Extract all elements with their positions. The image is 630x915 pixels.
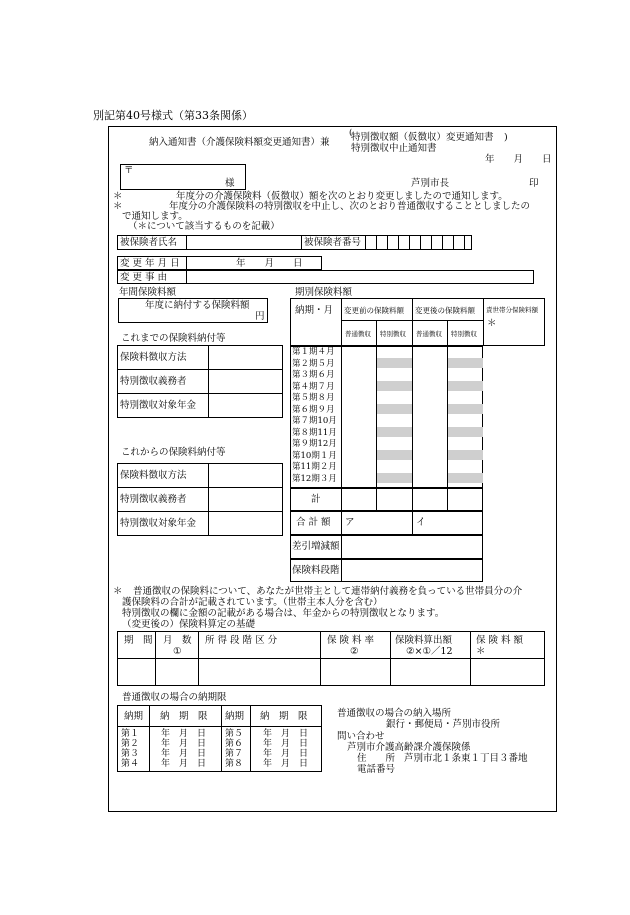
- month-label: 第７期10月: [292, 416, 337, 426]
- basis-heading: （変更後の）保険料算定の基礎: [122, 619, 256, 630]
- month-label: 第１期４月: [292, 347, 335, 357]
- month-label: 第11期２月: [292, 462, 337, 472]
- month-label: 第２期５月: [292, 358, 335, 369]
- deadline-date: 年 月 日: [263, 759, 309, 769]
- household-asterisk: ＊: [487, 318, 497, 329]
- month-label: 第９期12月: [292, 439, 337, 449]
- col-before: 変更前の保険料額: [344, 306, 404, 315]
- deadline-term: 第４: [121, 759, 140, 769]
- month-label: 第８期11月: [292, 427, 337, 438]
- footnote-line-1: 普通徴収の保険料について、あなたが世帯主として連帯納付義務を負っている世帯員分の介: [133, 586, 523, 597]
- deadline-date: 年 月 日: [161, 739, 207, 749]
- deadline-terms-right: [225, 729, 243, 769]
- annual-unit: 円: [255, 311, 265, 322]
- past-row-label: 特別徴収対象年金: [118, 394, 209, 418]
- future-row-label: 特別徴収対象年金: [118, 512, 209, 536]
- notice-line-4: （＊について該当するものを記載）: [128, 221, 280, 232]
- month-label: 第10期１月: [292, 450, 337, 461]
- sub-special: 特別徴収: [380, 330, 406, 338]
- contact-dept: 芦別市介護高齢課介護保険係: [347, 742, 471, 753]
- deadline-col-date: 納 期 限: [160, 711, 208, 722]
- basis-col: 保険料算出額: [395, 635, 453, 646]
- shade-cell: [377, 450, 412, 460]
- past-row-label: 特別徴収義務者: [118, 370, 209, 394]
- shade-cell: [377, 381, 412, 391]
- shade-cell: [448, 473, 483, 483]
- change-date-label: 変 更 年 月 日: [120, 258, 180, 269]
- deadline-col-term: 納期: [124, 711, 144, 722]
- form-title: 納入通知書（介護保険料額変更通知書）兼: [149, 137, 330, 148]
- insured-number-cells: [365, 235, 472, 250]
- col-period: 納期・月: [295, 305, 334, 316]
- future-row-label: 保険料徴収方法: [118, 464, 209, 488]
- insured-number-label: 被保険者番号: [304, 237, 362, 248]
- change-date-value: 年 月 日: [236, 258, 303, 269]
- deadline-term: 第３: [121, 749, 140, 759]
- shade-cell: [448, 404, 483, 414]
- contact-addr: 芦別市北１条東１丁目３番地: [404, 753, 528, 764]
- basis-col: 月 数: [163, 635, 192, 646]
- total-label: 計: [311, 494, 321, 505]
- col-household: 責世帯分保険料額: [486, 306, 538, 314]
- basis-col: 保 険 料 額: [476, 635, 524, 646]
- deadline-term: 第８: [225, 759, 244, 769]
- title-option-2: 特別徴収中止通知書: [351, 143, 437, 154]
- future-table: [117, 463, 283, 536]
- past-heading: これまでの保険料納付等: [121, 333, 226, 344]
- month-label: 第４期７月: [292, 381, 335, 392]
- asterisk: ＊: [113, 191, 123, 202]
- deadline-term: 第６: [225, 739, 244, 749]
- basis-sub: ＊: [476, 646, 486, 657]
- deadline-term: 第１: [121, 729, 140, 739]
- change-reason-label: 変 更 事 由: [120, 272, 168, 283]
- stage-label: 保険料段階: [292, 565, 340, 576]
- basis-col: 所 得 段 階 区 分: [205, 635, 278, 646]
- deadline-dates-left: [161, 729, 206, 769]
- deadline-term: 第５: [225, 729, 244, 739]
- deadline-date: 年 月 日: [161, 729, 207, 739]
- deadline-date: 年 月 日: [263, 749, 309, 759]
- contact-addr-label: 住 所: [357, 753, 396, 764]
- issuer-name: 芦別市長: [411, 178, 450, 189]
- title-option-1: 特別徴収額（仮徴収）変更通知書: [351, 132, 494, 143]
- past-table: [117, 345, 283, 418]
- deadline-terms-left: [121, 729, 139, 769]
- shade-cell: [377, 473, 412, 483]
- sub-normal: 普通徴収: [416, 330, 442, 338]
- contact-heading: 問い合わせ: [337, 731, 385, 742]
- shade-cell: [377, 427, 412, 437]
- past-row-label: 保険料徴収方法: [118, 346, 209, 370]
- i-mark: イ: [416, 517, 426, 528]
- sub-special: 特別徴収: [451, 330, 477, 338]
- deadline-date: 年 月 日: [161, 749, 207, 759]
- basis-sub: ②: [350, 646, 359, 657]
- insured-name-label: 被保険者氏名: [120, 237, 178, 248]
- postal-mark: 〒: [124, 165, 134, 176]
- deadline-date: 年 月 日: [263, 729, 309, 739]
- future-heading: これからの保険料納付等: [121, 447, 226, 458]
- shade-cell: [448, 381, 483, 391]
- payplace-value: 銀行・郵便局・芦別市役所: [386, 719, 501, 730]
- seal-mark: 印: [529, 178, 539, 189]
- brace-left: (: [349, 128, 353, 138]
- footnote-line-2: 護保険料の合計が記載されています。（世帯主本人分を含む）: [122, 597, 383, 608]
- month-list: [292, 347, 337, 485]
- deadline-term: 第２: [121, 739, 140, 749]
- annual-heading: 年間保険料額: [119, 287, 177, 298]
- basis-col: 保 険 料 率: [327, 635, 375, 646]
- sub-normal: 普通徴収: [345, 330, 371, 338]
- shade-cell: [448, 427, 483, 437]
- diff-label: 差引増減額: [292, 541, 340, 552]
- asterisk: ＊: [113, 586, 123, 597]
- deadline-dates-right: [263, 729, 308, 769]
- col-after: 変更後の保険料額: [415, 306, 475, 315]
- change-reason-row: [117, 270, 534, 284]
- deadline-term: 第７: [225, 749, 244, 759]
- deadline-col-term: 納期: [225, 711, 245, 722]
- month-label: 第３期６月: [292, 370, 335, 380]
- grand-total-label: 合 計 額: [296, 517, 331, 528]
- annual-label: 年度に納付する保険料額: [145, 300, 250, 311]
- shade-cell: [448, 450, 483, 460]
- future-row-label: 特別徴収義務者: [118, 488, 209, 512]
- shade-cell: [448, 358, 483, 368]
- deadline-col-date: 納 期 限: [260, 711, 308, 722]
- issue-date: 年 月 日: [485, 154, 552, 165]
- form-code: 別記第40号様式（第33条関係）: [93, 109, 253, 122]
- notice-line-3: で通知します。: [122, 211, 188, 222]
- asterisk: ＊: [113, 201, 123, 212]
- notice-line-2: 年度分の介護保険料の特別徴収を中止し、次のとおり普通徴収することとしましたの: [169, 201, 531, 212]
- month-label: 第12期３月: [292, 473, 337, 484]
- deadline-date: 年 月 日: [161, 759, 207, 769]
- month-label: 第６期９月: [292, 404, 335, 415]
- basis-sub: ②×①／12: [406, 646, 453, 657]
- deadline-date: 年 月 日: [263, 739, 309, 749]
- notice-line-1: 年度分の介護保険料（仮徴収）額を次のとおり変更しましたので通知します。: [176, 191, 508, 202]
- period-heading: 期別保険料額: [295, 287, 353, 298]
- footnote-line-3: 特別徴収の欄に金額の記載がある場合は、年金からの特別徴収となります。: [122, 608, 445, 619]
- payplace-heading: 普通徴収の場合の納入場所: [337, 708, 452, 719]
- brace-right: ): [504, 132, 508, 143]
- basis-sub: ①: [173, 646, 182, 657]
- month-label: 第５期８月: [292, 393, 335, 403]
- a-mark: ア: [345, 517, 355, 528]
- deadline-heading: 普通徴収の場合の納期限: [122, 692, 227, 703]
- shade-cell: [377, 358, 412, 368]
- basis-col: 期 間: [124, 635, 153, 646]
- contact-phone: 電話番号: [357, 764, 396, 775]
- shade-cell: [377, 404, 412, 414]
- honorific: 様: [225, 178, 235, 189]
